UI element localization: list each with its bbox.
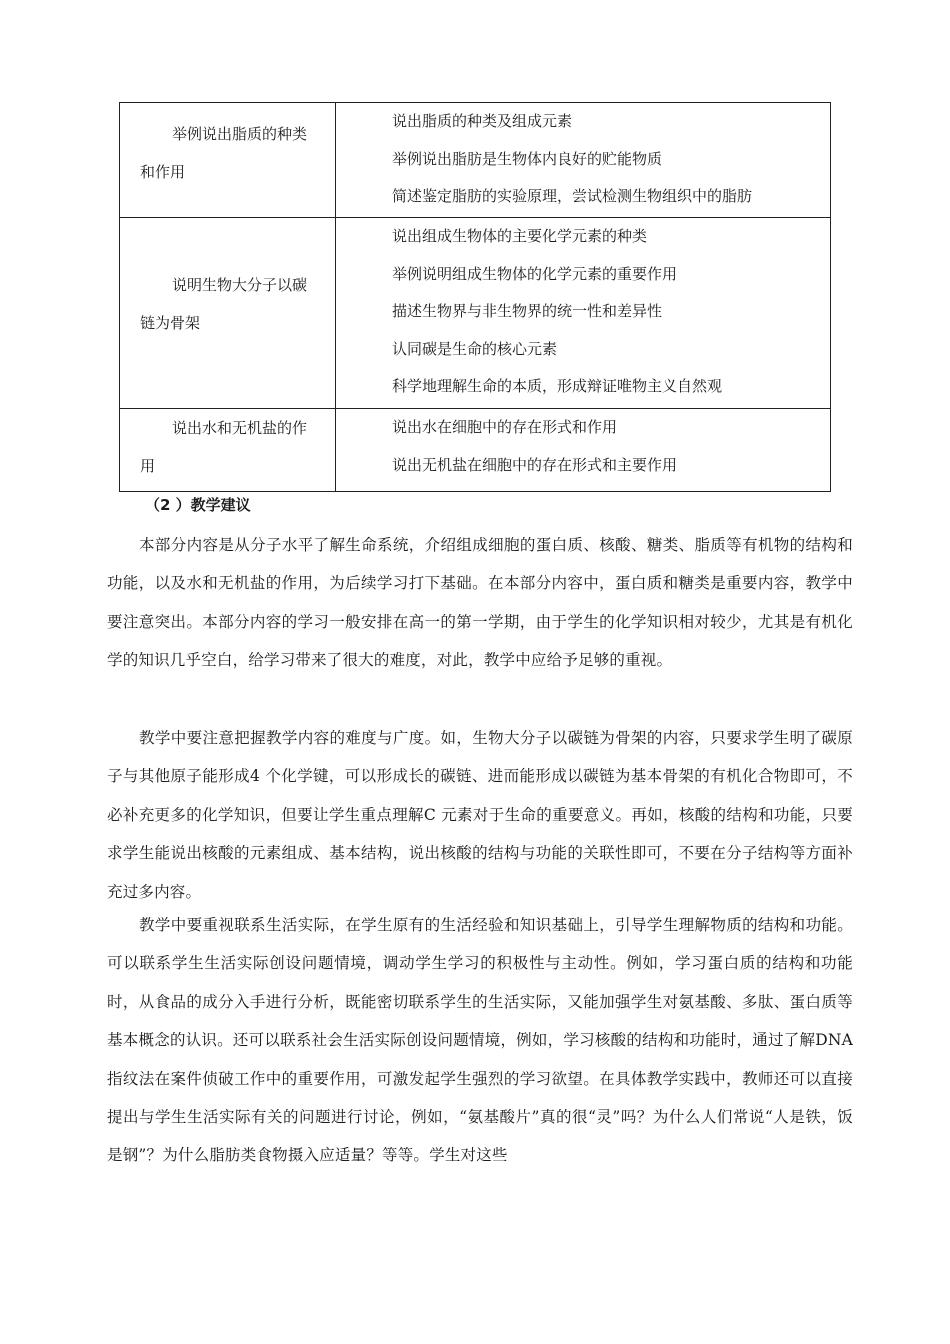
objective-item: 说出脂质的种类及组成元素 (392, 112, 573, 130)
objectives-cell (336, 409, 830, 491)
objective-item: 说出水在细胞中的存在形式和作用 (392, 418, 618, 436)
standard-text: 链为骨架 (140, 314, 201, 332)
standard-cell (120, 218, 335, 408)
standard-cell (120, 409, 335, 491)
standard-cell (120, 103, 335, 216)
body-paragraph (107, 906, 853, 1175)
body-paragraph (107, 719, 853, 911)
section-heading: （2 ）教学建议 (145, 496, 251, 514)
objective-item: 说出组成生物体的主要化学元素的种类 (392, 227, 648, 245)
objective-item: 描述生物界与非生物界的统一性和差异性 (392, 302, 663, 320)
paragraph-text: 教学中要重视联系生活实际，在学生原有的生活经验和知识基础上，引导学生理解物质的结构和功能。可以联系学生生活实际创设问题情境，调动学生学习的积极性与主动性。例如，学习蛋白质的结构和功能时，从食品的成分入手进行分析，既能密切联系学生的生活实际，又能加强学生对氨基酸、多肽、蛋白质等基本概念的认识。还可以联系社会生活实际创设问题情境，例如，学习核酸的结构和功能时，通过了解DNA 指纹法在案件侦破工作中的重要作用，可激发起学生强烈的学习欲望。在具体教学实践中，教师还可以直接提出与学生生活实际有关的问题进行讨论，例如，“氨基酸片”真的很“灵”吗？为什么人们常说“人是铁，饭是钢”？为什么脂肪类食物摄入应适量？等等。学生对这些 (107, 916, 853, 1165)
standard-text: 说明生物大分子以碳 (172, 276, 308, 294)
table-row (120, 103, 831, 218)
standard-text: 和作用 (140, 163, 186, 181)
objective-item: 举例说明组成生物体的化学元素的重要作用 (392, 264, 678, 283)
objective-item: 简述鉴定脂肪的实验原理，尝试检测生物组织中的脂肪 (392, 187, 753, 205)
body-paragraph (107, 526, 853, 680)
objective-item: 科学地理解生命的本质，形成辩证唯物主义自然观 (392, 377, 723, 395)
paragraph-text: 教学中要注意把握教学内容的难度与广度。如，生物大分子以碳链为骨架的内容，只要求学生明了碳原子与其他原子能形成4 个化学键，可以形成长的碳链、进而能形成以碳链为基本骨架的有机化合物即可，不必补充更多的化学知识，但要让学生重点理解C 元素对于生命的重要意义。再如，核酸的结构和功能，只要求学生能说出核酸的元素组成、基本结构，说出核酸的结构与功能的关联性即可，不要在分子结构等方面补充过多内容。 (107, 729, 853, 901)
paragraph-text: 本部分内容是从分子水平了解生命系统，介绍组成细胞的蛋白质、核酸、糖类、脂质等有机物的结构和功能，以及水和无机盐的作用，为后续学习打下基础。在本部分内容中，蛋白质和糖类是重要内容，教学中要注意突出。本部分内容的学习一般安排在高一的第一学期，由于学生的化学知识相对较少，尤其是有机化学的知识几乎空白，给学习带来了很大的难度，对此，教学中应给予足够的重视。 (107, 536, 853, 670)
standard-text: 说出水和无机盐的作 (172, 419, 308, 437)
objective-item: 认同碳是生命的核心元素 (392, 339, 558, 358)
table-row (120, 218, 831, 409)
standard-text: 用 (140, 457, 156, 475)
objectives-cell (336, 218, 830, 408)
objectives-cell (336, 103, 830, 217)
table-row (120, 409, 831, 492)
objective-item: 说出无机盐在细胞中的存在形式和主要作用 (392, 455, 678, 474)
standards-table (119, 102, 831, 492)
standard-text: 举例说出脂质的种类 (172, 125, 308, 143)
objective-item: 举例说出脂肪是生物体内良好的贮能物质 (392, 149, 663, 168)
